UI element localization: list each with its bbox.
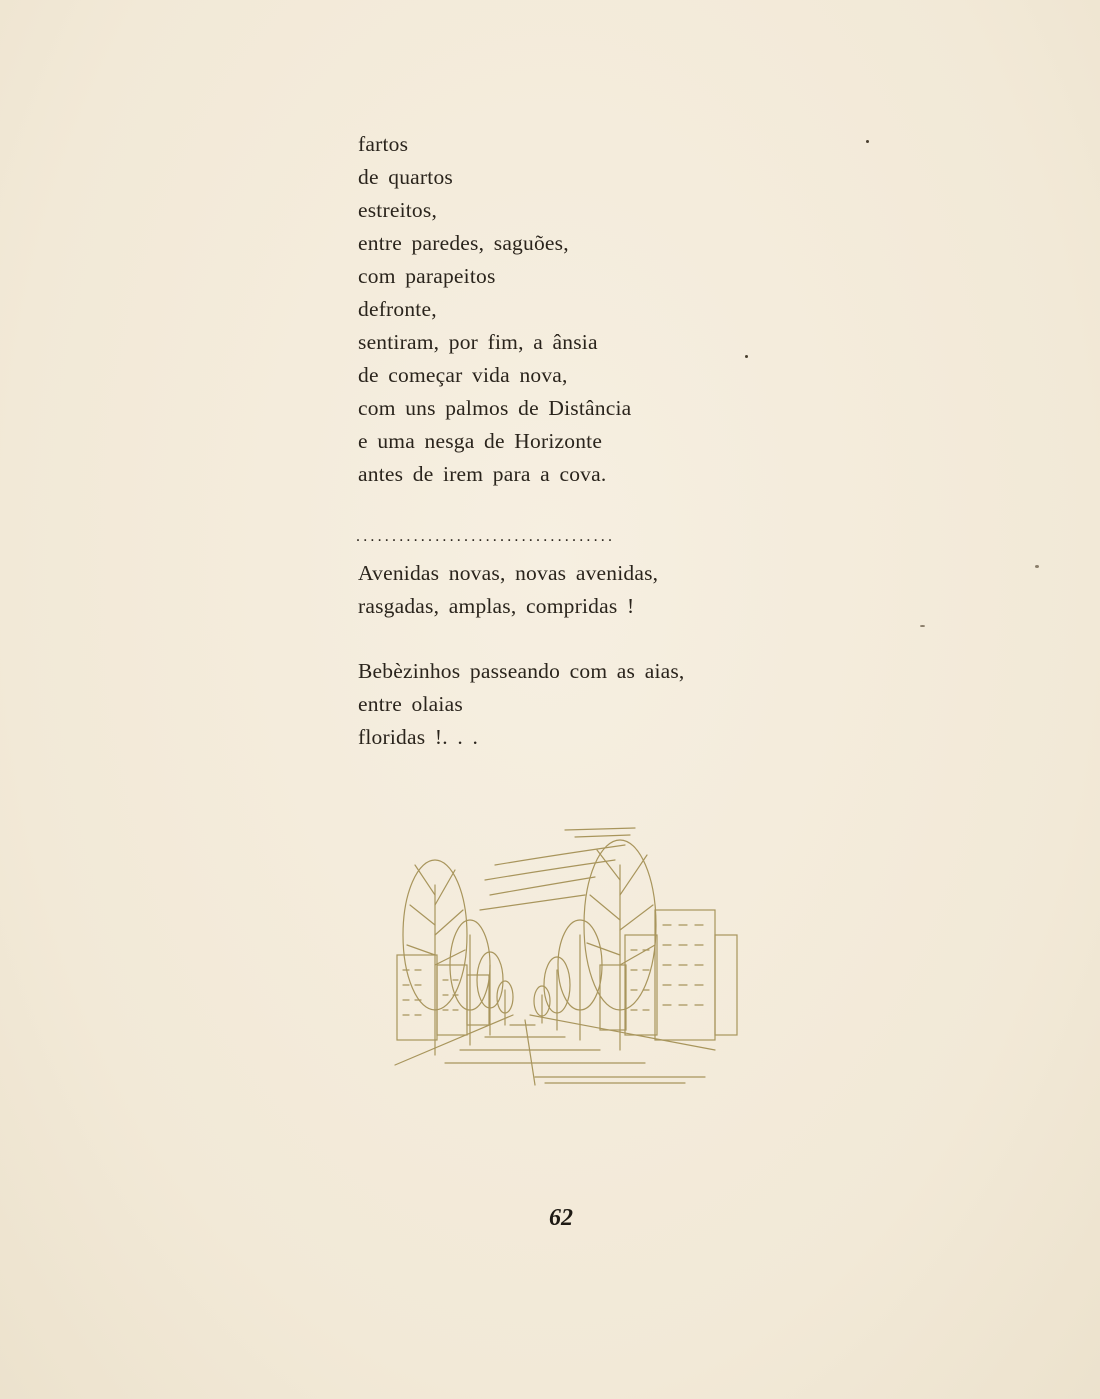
stanza-3 bbox=[358, 655, 798, 754]
paper-speck bbox=[866, 140, 869, 143]
poem-line: Avenidas novas, novas avenidas, bbox=[358, 561, 659, 585]
paper-speck bbox=[745, 355, 748, 358]
poem-line: com parapeitos bbox=[358, 264, 496, 288]
poem-line: com uns palmos de Distância bbox=[358, 396, 632, 420]
poem-line: estreitos, bbox=[358, 198, 438, 222]
paper-speck bbox=[1035, 565, 1039, 568]
stanza-2 bbox=[358, 557, 798, 623]
poem-line: e uma nesga de Horizonte bbox=[358, 429, 603, 453]
dotted-separator: .................................... bbox=[356, 528, 616, 545]
poem-line: fartos bbox=[358, 132, 409, 156]
page-number: 62 bbox=[549, 1205, 573, 1231]
poem-line: floridas !. . . bbox=[358, 725, 479, 749]
poem-line: sentiram, por fim, a ânsia bbox=[358, 330, 598, 354]
stanza-1 bbox=[358, 128, 798, 491]
poem-line: de começar vida nova, bbox=[358, 363, 568, 387]
poem-line: defronte, bbox=[358, 297, 437, 321]
poem-line: Bebèzinhos passeando com as aias, bbox=[358, 659, 685, 683]
poem-line: entre olaias bbox=[358, 692, 463, 716]
poem-line: entre paredes, saguões, bbox=[358, 231, 569, 255]
poem-line: de quartos bbox=[358, 165, 453, 189]
poem-line: antes de irem para a cova. bbox=[358, 462, 607, 486]
avenue-illustration bbox=[385, 825, 745, 1090]
paper-speck bbox=[920, 625, 925, 627]
poem-line: rasgadas, amplas, compridas ! bbox=[358, 594, 635, 618]
